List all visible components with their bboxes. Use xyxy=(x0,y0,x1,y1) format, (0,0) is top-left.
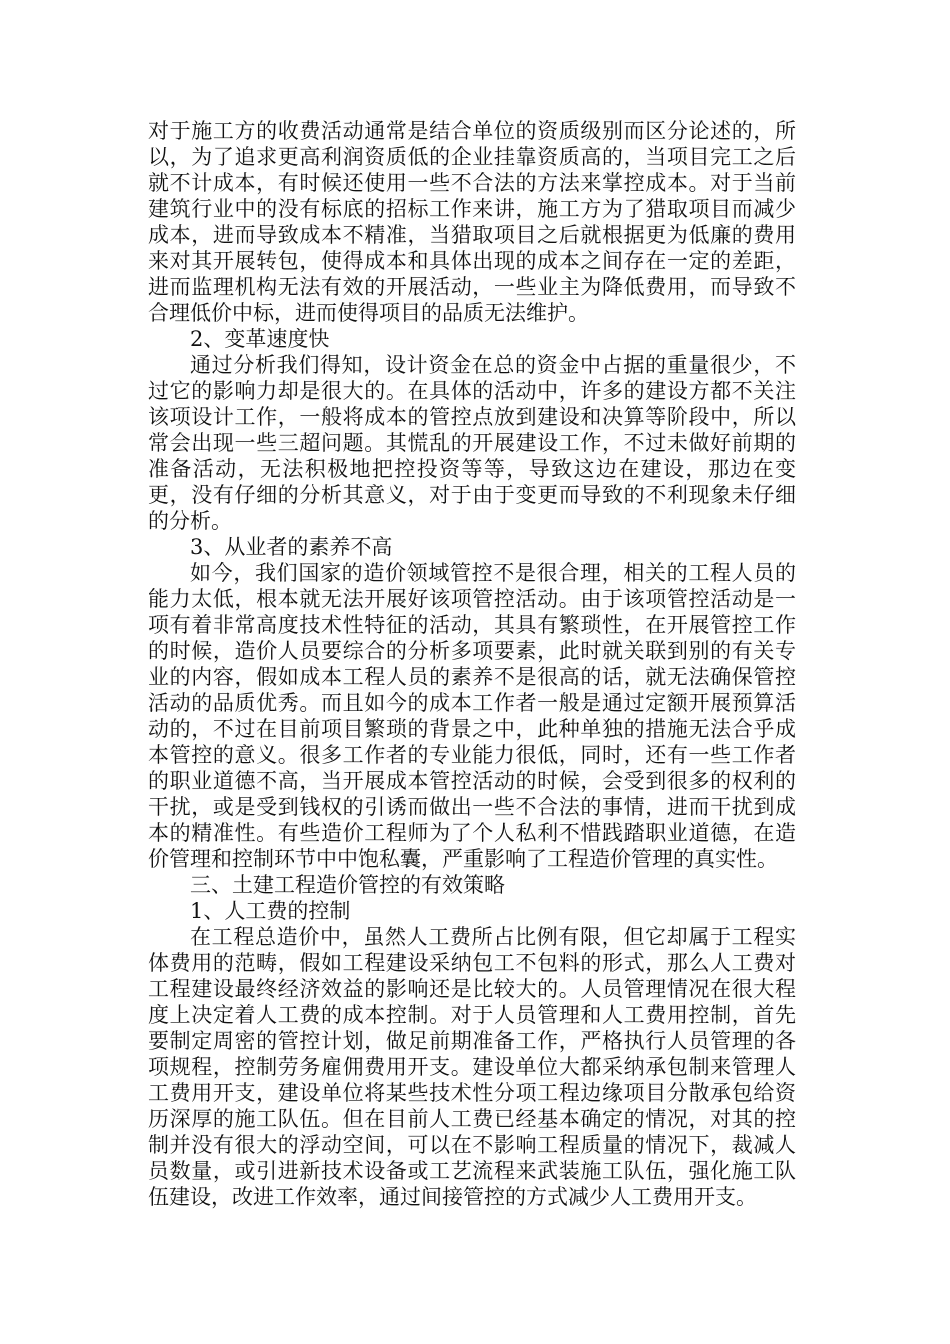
paragraph-labor-cost: 在工程总造价中，虽然人工费所占比例有限，但它却属于工程实体费用的范畴，假如工程建设采纳包工不包料的形式，那么人工费对工程建设最终经济效益的影响还是比较大的。人员管理情况在很大程度上决定着人工费的成本控制。对于人员管理和人工费用控制，首先要制定周密的管控计划，做足前期准备工作，严格执行人员管理的各项规程，控制劳务雇佣费用开支。建设单位大都采纳承包制来管理人工费用开支，建设单位将某些技术性分项工程边缘项目分散承包给资历深厚的施工队伍。但在目前人工费已经基本确定的情况，对其的控制并没有很大的浮动空间，可以在不影响工程质量的情况下，裁减人员数量，或引进新技术设备或工艺流程来武装施工队伍，强化施工队伍建设，改进工作效率，通过间接管控的方式减少人工费用开支。 xyxy=(148,925,796,1209)
heading-effective-strategies: 三、土建工程造价管控的有效策略 xyxy=(190,873,505,897)
heading-practitioner-quality: 3、从业者的素养不高 xyxy=(190,535,393,559)
paragraph-contractor-fees: 对于施工方的收费活动通常是结合单位的资质级别而区分论述的，所以，为了追求更高利润资质低的企业挂靠资质高的，当项目完工之后就不计成本，有时候还使用一些不合法的方法来掌控成本。对于当前建筑行业中的没有标底的招标工作来讲，施工方为了猎取项目而减少成本，进而导致成本不精准，当猎取项目之后就根据更为低廉的费用来对其开展转包，使得成本和具体出现的成本之间存在一定的差距，进而监理机构无法有效的开展活动，一些业主为降低费用，而导致不合理低价中标，进而使得项目的品质无法维护。 xyxy=(148,119,796,325)
heading-change-speed: 2、变革速度快 xyxy=(190,327,330,351)
document-body xyxy=(148,118,796,1210)
document-page xyxy=(148,118,796,1210)
paragraph-design-funds: 通过分析我们得知，设计资金在总的资金中占据的重量很少，不过它的影响力却是很大的。在具体的活动中，许多的建设方都不关注该项设计工作，一般将成本的管控点放到建设和决算等阶段中，所以常会出现一些三超问题。其慌乱的开展建设工作，不过未做好前期的准备活动，无法积极地把控投资等等，导致这边在建设，那边在变更，没有仔细的分析其意义，对于由于变更而导致的不利现象未仔细的分析。 xyxy=(148,353,796,533)
paragraph-cost-control-personnel: 如今，我们国家的造价领域管控不是很合理，相关的工程人员的能力太低，根本就无法开展好该项管控活动。由于该项管控活动是一项有着非常高度技术性特征的活动，其具有繁琐性，在开展管控工作的时候，造价人员要综合的分析多项要素，此时就关联到别的有关专业的内容，假如成本工程人员的素养不是很高的话，就无法确保管控活动的品质优秀。而且如今的成本工作者一般是通过定额开展预算活动的，不过在目前项目繁琐的背景之中，此种单独的措施无法合乎成本管控的意义。很多工作者的专业能力很低，同时，还有一些工作者的职业道德不高，当开展成本管控活动的时候，会受到很多的权利的干扰，或是受到钱权的引诱而做出一些不合法的事情，进而干扰到成本的精准性。有些造价工程师为了个人私利不惜践踏职业道德，在造价管理和控制环节中中饱私囊，严重影响了工程造价管理的真实性。 xyxy=(148,561,796,871)
heading-labor-cost-control: 1、人工费的控制 xyxy=(190,899,351,923)
